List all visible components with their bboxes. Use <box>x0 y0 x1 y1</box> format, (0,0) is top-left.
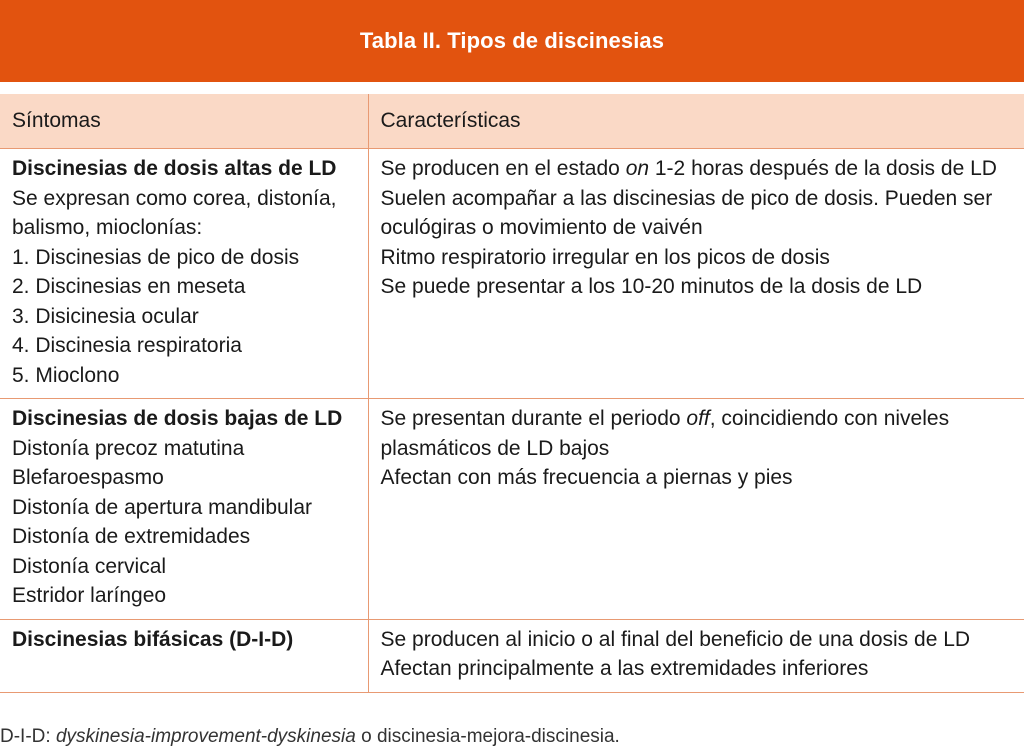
characteristic-line: Afectan principalmente a las extremidades inferiores <box>380 657 869 680</box>
symptom-line: Distonía cervical <box>12 554 167 578</box>
symptom-line: 5. Mioclono <box>12 363 120 387</box>
symptom-line: 4. Discinesia respiratoria <box>12 334 242 357</box>
symptoms-cell <box>0 619 368 692</box>
symptom-line: Blefaroespasmo <box>12 466 164 489</box>
characteristic-line: Ritmo respiratorio irregular en los picos de dosis <box>380 245 830 269</box>
symptom-line: 1. Discinesias de pico de dosis <box>12 245 300 269</box>
characteristic-line: Se presentan durante el periodo off, coincidiendo con niveles plasmáticos de LD bajos <box>380 407 950 460</box>
table-footnote: D-I-D: dyskinesia-improvement-dyskinesia o discinesia-mejora-discinesia. <box>0 726 620 747</box>
table-row <box>0 149 1024 399</box>
characteristics-cell <box>368 619 1024 692</box>
characteristic-line: Se puede presentar a los 10-20 minutos de la dosis de LD <box>380 275 923 298</box>
row-heading: Discinesias de dosis altas de LD <box>12 157 337 180</box>
characteristics-cell <box>368 149 1024 399</box>
symptom-line: Distonía de apertura mandibular <box>12 495 313 519</box>
table-title: Tabla II. Tipos de discinesias <box>359 28 665 53</box>
symptom-line: Se expresan como corea, distonía, <box>12 186 337 210</box>
characteristics-cell <box>368 399 1024 620</box>
symptom-line: 2. Discinesias en meseta <box>12 275 246 298</box>
table-title-bar <box>0 0 1024 82</box>
symptoms-cell <box>0 399 368 620</box>
table-row <box>0 399 1024 620</box>
table-row <box>0 619 1024 692</box>
table-header-row <box>0 94 1024 149</box>
symptom-line: Distonía precoz matutina <box>12 436 245 460</box>
symptom-line: 3. Disicinesia ocular <box>12 304 199 328</box>
characteristic-line: Suelen acompañar a las discinesias de pico de dosis. Pueden ser oculógiras o movimiento de vaivén <box>380 186 993 239</box>
symptom-line: balismo, mioclonías: <box>12 216 203 239</box>
characteristic-line: Se producen al inicio o al final del beneficio de una dosis de LD <box>380 627 971 651</box>
header-symptoms: Síntomas <box>0 94 368 149</box>
header-characteristics: Características <box>368 94 1024 149</box>
characteristic-line: Se producen en el estado on 1-2 horas después de la dosis de LD <box>380 157 997 180</box>
dyskinesia-table <box>0 94 1024 693</box>
symptom-line: Estridor laríngeo <box>12 584 167 607</box>
row-heading: Discinesias bifásicas (D-I-D) <box>12 627 294 651</box>
row-heading: Discinesias de dosis bajas de LD <box>12 407 343 430</box>
symptoms-cell <box>0 149 368 399</box>
symptom-line: Distonía de extremidades <box>12 525 251 548</box>
characteristic-line: Afectan con más frecuencia a piernas y pies <box>380 466 793 489</box>
